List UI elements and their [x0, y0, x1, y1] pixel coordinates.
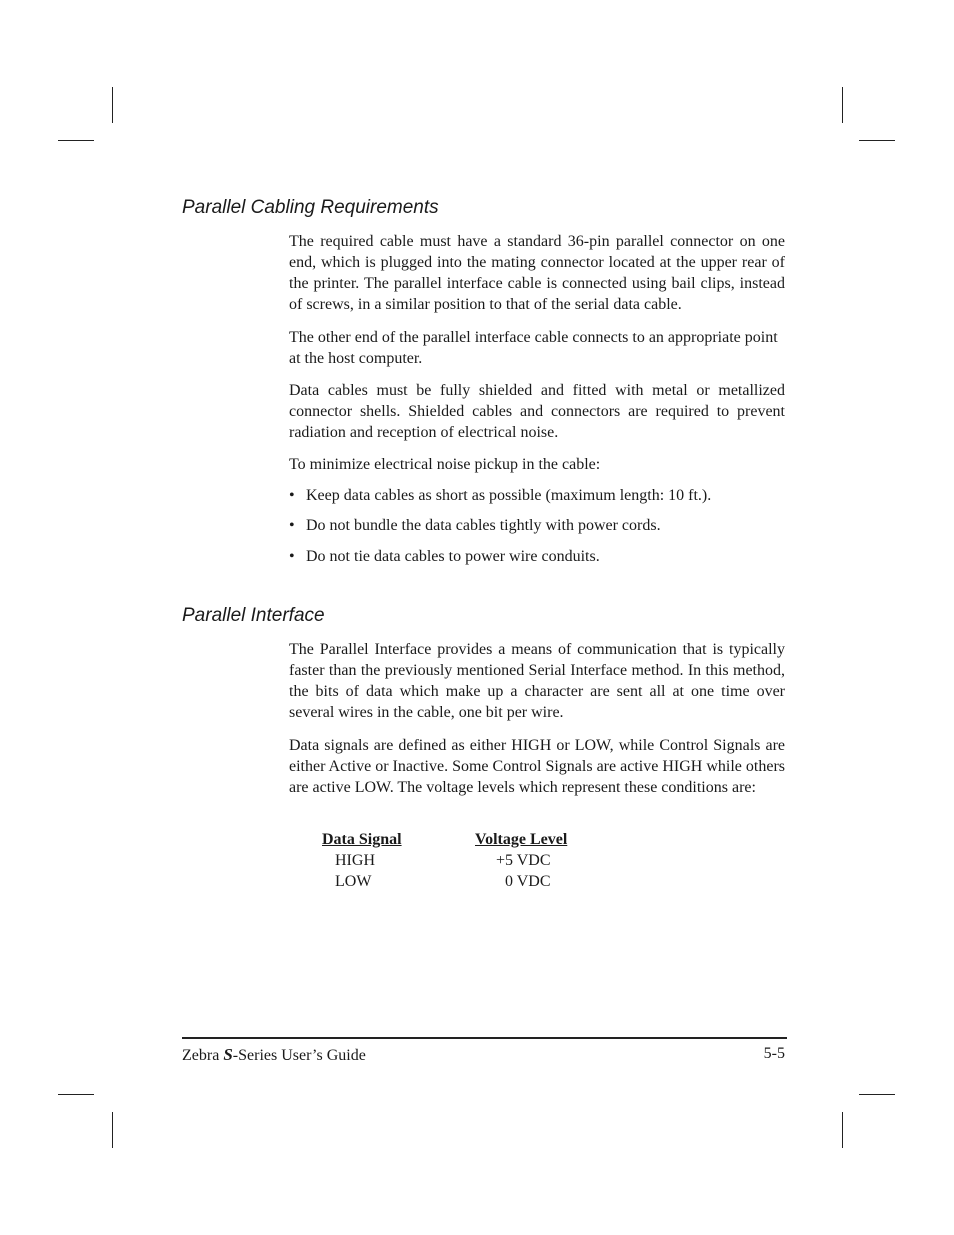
table-row [322, 850, 625, 871]
crop-mark-bottom-right-vertical [842, 1112, 843, 1148]
paragraph: To minimize electrical noise pickup in the cable: [289, 456, 601, 473]
voltage-table [322, 829, 625, 892]
crop-mark-bottom-right-horizontal [859, 1094, 895, 1095]
list-item-text: Keep data cables as short as possible (maximum length: 10 ft.). [306, 487, 712, 504]
crop-mark-top-left-horizontal [58, 140, 94, 141]
table-cell-signal: LOW [335, 873, 372, 890]
paragraph: The Parallel Interface provides a means of communication that is typically faster than the previously mentioned Serial Interface method. In this method, the bits of data which make up a character are sent all at one time over several wires in the cable, one bit per wire. [289, 641, 785, 721]
table-header-row [322, 829, 625, 850]
footer-title [182, 1045, 366, 1065]
paragraph: Data cables must be fully shielded and fitted with metal or metallized connector shells. Shielded cables and connectors are required to prevent radiation and reception of electrical noise. [289, 382, 785, 441]
paragraph: The other end of the parallel interface cable connects to an appropriate point at the host computer. [289, 329, 778, 367]
table-cell-voltage: +5 VDC [496, 852, 551, 869]
bullet-icon: • [289, 548, 295, 565]
paragraph: Data signals are defined as either HIGH or LOW, while Control Signals are either Active or Inactive. Some Control Signals are active HIGH while others are active LOW. The voltage levels which represent these conditions are: [289, 737, 785, 796]
list-item [289, 546, 785, 567]
footer-title-brand: S [223, 1045, 233, 1064]
crop-mark-top-right-vertical [842, 87, 843, 123]
list-item [289, 485, 785, 506]
crop-mark-top-left-vertical [112, 87, 113, 123]
list-item-text: Do not bundle the data cables tightly with power cords. [306, 517, 661, 534]
bullet-list [289, 485, 785, 567]
footer-title-suffix: -Series User’s Guide [232, 1047, 366, 1064]
column-header-voltage-level: Voltage Level [475, 831, 568, 848]
footer-title-prefix: Zebra [182, 1047, 224, 1064]
bullet-icon: • [289, 487, 295, 504]
column-header-data-signal: Data Signal [322, 831, 402, 848]
footer-rule [182, 1037, 787, 1039]
list-item [289, 515, 785, 536]
crop-mark-top-right-horizontal [859, 140, 895, 141]
table-cell-signal: HIGH [335, 852, 375, 869]
crop-mark-bottom-left-vertical [112, 1112, 113, 1148]
section-body-parallel-cabling [289, 231, 785, 567]
page-number: 5-5 [763, 1045, 785, 1062]
table-cell-voltage: 0 VDC [505, 873, 551, 890]
section-body-parallel-interface [289, 639, 785, 798]
crop-mark-bottom-left-horizontal [58, 1094, 94, 1095]
bullet-icon: • [289, 517, 295, 534]
section-heading-parallel-interface: Parallel Interface [182, 605, 325, 626]
section-heading-parallel-cabling: Parallel Cabling Requirements [182, 197, 439, 218]
list-item-text: Do not tie data cables to power wire conduits. [306, 548, 600, 565]
paragraph: The required cable must have a standard 36-pin parallel connector on one end, which is plugged into the mating connector located at the upper rear of the printer. The parallel interface cable is connected using bail clips, instead of screws, in a similar position to that of the serial data cable. [289, 233, 785, 313]
table-row [322, 871, 625, 892]
